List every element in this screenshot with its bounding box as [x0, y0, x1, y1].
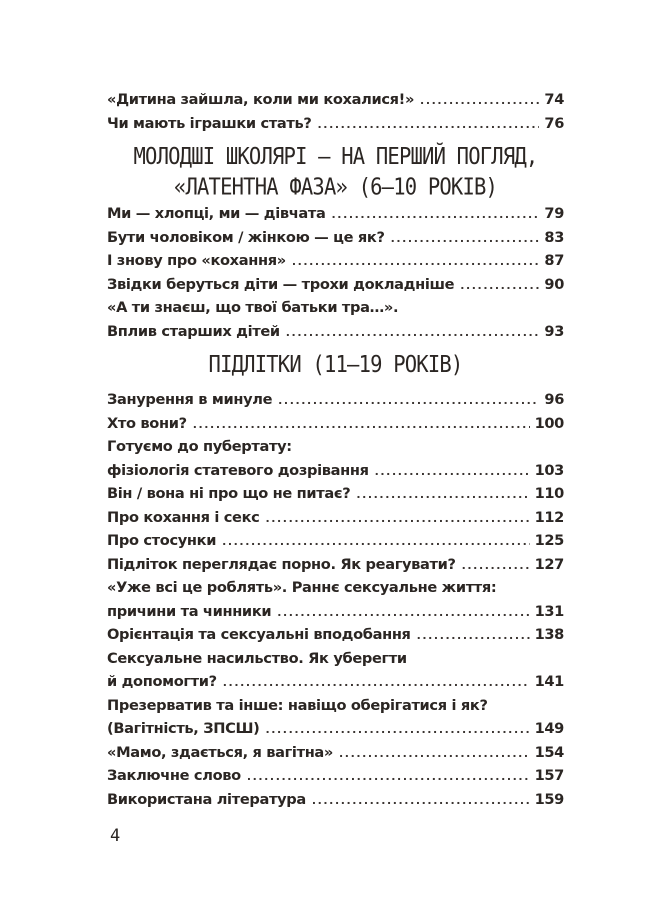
toc-entry-page: 141 — [534, 673, 564, 690]
toc-entry-page: 76 — [544, 114, 564, 132]
toc-entry-title-line1: Готуємо до пубертату: — [107, 438, 292, 455]
dot-leader — [278, 389, 539, 413]
toc-entry-first-line[interactable] — [107, 647, 564, 671]
toc-entry[interactable] — [107, 717, 564, 741]
toc-entry[interactable] — [107, 249, 564, 273]
toc-entry-title-line1: Презерватив та інше: навіщо оберігатися і як? — [107, 696, 488, 714]
toc-entry-page: 96 — [544, 391, 564, 408]
dot-leader — [247, 765, 530, 789]
toc-entry-page: 138 — [534, 626, 564, 643]
table-of-contents — [107, 88, 564, 811]
toc-entry[interactable] — [107, 741, 564, 765]
toc-entry-title: Ми — хлопці, ми — дівчата — [107, 205, 326, 222]
dot-leader — [375, 460, 530, 484]
dot-leader — [265, 507, 529, 531]
toc-entry-page: 127 — [534, 555, 564, 573]
dot-leader — [417, 624, 530, 648]
toc-entry[interactable] — [107, 788, 564, 812]
toc-entry-title: Бути чоловіком / жінкою — це як? — [107, 228, 385, 246]
toc-entry-title: Чи мають іграшки стать? — [107, 114, 312, 132]
dot-leader — [339, 742, 530, 766]
toc-entry[interactable] — [107, 553, 564, 577]
toc-entry-title: Про кохання і секс — [107, 508, 260, 526]
toc-entry[interactable] — [107, 112, 564, 136]
dot-leader — [277, 601, 529, 625]
dot-leader — [318, 113, 539, 137]
toc-entry-title: Звідки беруться діти — трохи докладніше — [107, 275, 455, 293]
toc-entry-title: «Дитина зайшла, коли ми кохалися!» — [107, 91, 415, 108]
section-heading-teenagers — [107, 349, 564, 379]
section-heading-line: ПІДЛІТКИ (11—19 РОКІВ) — [208, 350, 463, 378]
toc-entry-title: Підліток переглядає порно. Як реагувати? — [107, 555, 456, 573]
toc-entry-page: 112 — [534, 508, 564, 526]
toc-entry-title: «Мамо, здається, я вагітна» — [107, 743, 334, 761]
toc-entry-page: 159 — [534, 790, 564, 808]
toc-entry[interactable] — [107, 764, 564, 788]
section-heading-line: МОЛОДШІ ШКОЛЯРІ — НА ПЕРШИЙ ПОГЛЯД, — [133, 142, 538, 170]
toc-entry[interactable] — [107, 202, 564, 226]
section-heading-younger-schoolchildren — [107, 142, 564, 202]
dot-leader — [356, 483, 529, 507]
toc-entry-title: Хто вони? — [107, 414, 187, 432]
toc-entry[interactable] — [107, 623, 564, 647]
section-heading-line: «ЛАТЕНТНА ФАЗА» (6—10 РОКІВ) — [173, 173, 498, 200]
toc-entry[interactable] — [107, 506, 564, 530]
toc-entry-page: 157 — [534, 767, 564, 784]
toc-entry-first-line[interactable] — [107, 296, 564, 320]
dot-leader — [332, 203, 539, 227]
dot-leader — [223, 671, 530, 695]
toc-entry-page: 90 — [544, 275, 564, 293]
dot-leader — [462, 554, 530, 578]
toc-entry[interactable] — [107, 459, 564, 483]
toc-entry-page: 131 — [534, 602, 564, 620]
toc-entry-page: 125 — [534, 532, 564, 549]
toc-entry-page: 79 — [544, 205, 564, 222]
toc-entry-title: фізіологія статевого дозрівання — [107, 461, 369, 479]
dot-leader — [193, 413, 530, 437]
toc-entry-page: 100 — [534, 414, 564, 432]
toc-entry-first-line[interactable] — [107, 576, 564, 600]
toc-entry[interactable] — [107, 88, 564, 112]
toc-entry[interactable] — [107, 412, 564, 436]
toc-entry-page: 103 — [534, 461, 564, 479]
toc-entry-title: Він / вона ні про що не питає? — [107, 485, 351, 502]
toc-entry-title-line1: «А ти знаєш, що твої батьки тра…». — [107, 299, 399, 316]
toc-entry-page: 154 — [534, 743, 564, 761]
dot-leader — [420, 89, 539, 113]
toc-entry-title: (Вагітність, ЗПСШ) — [107, 720, 260, 737]
toc-entry-page: 93 — [544, 322, 564, 340]
toc-entry[interactable] — [107, 273, 564, 297]
toc-entry-first-line[interactable] — [107, 435, 564, 459]
toc-entry-title: й допомогти? — [107, 673, 217, 690]
toc-entry[interactable] — [107, 529, 564, 553]
dot-leader — [312, 789, 530, 813]
toc-entry[interactable] — [107, 482, 564, 506]
toc-entry-page: 83 — [544, 228, 564, 246]
toc-entry-first-line[interactable] — [107, 694, 564, 718]
toc-entry[interactable] — [107, 320, 564, 344]
toc-entry[interactable] — [107, 388, 564, 412]
toc-entry-title: причини та чинники — [107, 602, 272, 620]
dot-leader — [265, 718, 529, 742]
toc-entry-title: Вплив старших дітей — [107, 322, 280, 340]
toc-entry[interactable] — [107, 670, 564, 694]
page-number: 4 — [110, 826, 121, 846]
dot-leader — [460, 274, 539, 298]
toc-entry-page: 87 — [544, 252, 564, 269]
toc-entry-title: Використана література — [107, 790, 306, 808]
toc-entry-title: Занурення в минуле — [107, 391, 273, 408]
dot-leader — [292, 250, 539, 274]
toc-entry-page: 110 — [534, 485, 564, 502]
dot-leader — [222, 530, 529, 554]
toc-entry-title: І знову про «кохання» — [107, 252, 286, 269]
toc-entry-page: 149 — [534, 720, 564, 737]
dot-leader — [286, 321, 539, 345]
toc-entry-page: 74 — [544, 91, 564, 108]
toc-entry-title: Заключне слово — [107, 767, 241, 784]
toc-entry-title: Орієнтація та сексуальні вподобання — [107, 626, 411, 643]
dot-leader — [391, 227, 539, 251]
toc-entry[interactable] — [107, 226, 564, 250]
toc-entry-title-line1: Сексуальне насильство. Як уберегти — [107, 649, 407, 667]
toc-entry-title-line1: «Уже всі це роблять». Раннє сексуальне життя: — [107, 579, 497, 596]
toc-entry[interactable] — [107, 600, 564, 624]
toc-entry-title: Про стосунки — [107, 532, 217, 549]
